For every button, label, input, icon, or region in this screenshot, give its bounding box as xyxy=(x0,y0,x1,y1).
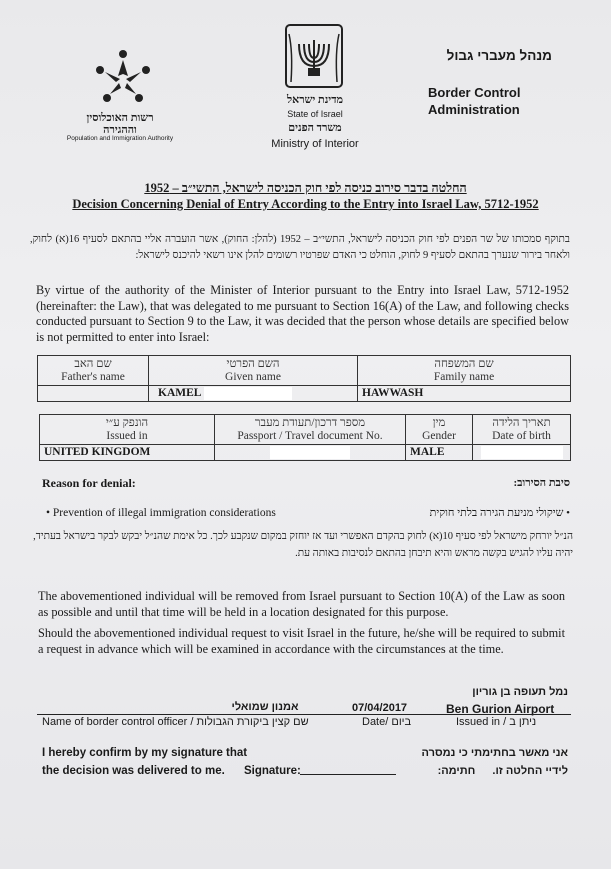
intro-en: By virtue of the authority of the Minister of Interior pursuant to the Entry into Israel Law, 5712-1952 (hereinafter: the Law), that was delegated to me pursuant to Section 16(A) of the Law, and following checks conducted pursuant to Section 9 to the Law, it was decided that the person whose details are specified below is not permitted to enter into Israel: xyxy=(36,283,569,344)
dob-value-cell xyxy=(473,445,571,461)
bca-en: Border Control Administration xyxy=(428,85,521,117)
father-label-he: שם האב xyxy=(74,357,112,370)
removal-en: The abovementioned individual will be removed from Israel pursuant to Section 10(A) of the Law as soon as possible and until that time will be held in a location designated for this purpose. xyxy=(38,589,565,619)
intro-he: בתוקף סמכותו של שר הפנים לפי חוק הכניסה לישראל, התשי״ב – 1952 (להלן: החוק), אשר הועברה אליי בהתאם לסעיף 16(א) לחוק, ולאחר בירור שנערך בהתאם לסעיף 9 לחוק, הוחלט כי האדם שפרטיו רשומים להלן אינו רשאי להיכנס לישראל: xyxy=(30,234,570,261)
bullet-icon: • xyxy=(563,507,570,519)
document-table xyxy=(39,414,571,461)
issued-value: UNITED KINGDOM xyxy=(40,445,215,461)
issued-place-he: נמל תעופה בן גוריון xyxy=(472,686,568,698)
signature-label-en: Signature: xyxy=(244,765,301,777)
signature-divider xyxy=(37,714,571,715)
pia-logo xyxy=(92,48,154,110)
family-label-cell xyxy=(358,356,571,386)
father-label-cell xyxy=(38,356,149,386)
dob-label-en: Date of birth xyxy=(492,429,551,442)
reason-label-en: Reason for denial: xyxy=(42,476,136,490)
gender-label-cell xyxy=(406,415,473,445)
issued-label-he: הונפק ע״י xyxy=(105,416,149,429)
passport-value-cell xyxy=(215,445,406,461)
given-value: KAMEL xyxy=(158,387,201,400)
officer-label-en: Name of border control officer / xyxy=(42,716,194,728)
confirm-he xyxy=(400,744,568,780)
title-en: Decision Concerning Denial of Entry According to the Entry into Israel Law, 5712-1952 xyxy=(72,197,539,211)
date-label-en: Date/ xyxy=(362,716,389,728)
confirm-en-line2: the decision was delivered to me. Signature: xyxy=(42,765,301,777)
ministry-en: Ministry of Interior xyxy=(271,138,359,150)
state-emblem xyxy=(283,22,345,90)
reason-item-en-text: Prevention of illegal immigration considerations xyxy=(52,507,276,519)
confirm-en-line1: I hereby confirm by my signature that xyxy=(42,747,248,759)
issued-label-cell xyxy=(40,415,215,445)
redaction-box xyxy=(204,387,292,400)
ministry-he: משרד הפנים xyxy=(288,122,342,134)
pia-name-en: Population and Immigration Authority xyxy=(66,135,174,142)
issued-label-en: Issued in / xyxy=(456,716,507,728)
redaction-box xyxy=(270,446,350,459)
removal-note-he: הנ״ל יורחק מישראל לפי סעיף 10(א) לחוק בהקדם האפשרי ועד אז יוחזק במקום שנקבע לכך. כל אימת שהנ״ל יבקש לבקר בישראל בעתיד, יהיה עליו להגיש בקשה מראש והיא תיבחן בהתאם לנסיבות באותה עת. xyxy=(33,531,573,559)
signature-line[interactable] xyxy=(300,774,396,775)
dob-label-cell xyxy=(473,415,571,445)
issued-label-he: ניתן ב xyxy=(509,716,537,728)
given-label-cell xyxy=(149,356,358,386)
given-label-en: Given name xyxy=(225,370,281,383)
officer-label-he: שם קצין ביקורת הגבולות xyxy=(196,716,309,728)
gender-label-he: מין xyxy=(432,416,446,429)
issued-place-en: Ben Gurion Airport xyxy=(446,702,555,716)
state-en: State of Israel xyxy=(287,109,343,119)
title-he: החלטה בדבר סירוב כניסה לפי חוק הכניסה לישראל, התשי״ב – 1952 xyxy=(144,181,467,195)
bullet-icon: • xyxy=(46,507,53,519)
reason-item-en xyxy=(46,507,276,519)
passport-label-cell xyxy=(215,415,406,445)
signature-label-he: חתימה: xyxy=(437,765,476,777)
state-he: מדינת ישראל xyxy=(286,94,343,106)
officer-label xyxy=(42,716,309,728)
redaction-box xyxy=(481,446,563,459)
dob-label-he: תאריך הלידה xyxy=(492,416,551,429)
date-label xyxy=(362,716,411,728)
gender-value: MALE xyxy=(406,445,473,461)
date-label-he: ביום xyxy=(391,716,412,728)
name-table xyxy=(37,355,571,402)
pia-name-he: רשות האוכלוסין וההגירה xyxy=(86,112,154,136)
issued-label-en: Issued in xyxy=(106,429,148,442)
father-value xyxy=(38,386,149,402)
family-label-he: שם המשפחה xyxy=(434,357,494,370)
family-label-en: Family name xyxy=(433,370,495,383)
future-request-en: Should the abovementioned individual request to visit Israel in the future, he/she will be required to submit a request in advance which will be examined in accordance with the circumstances at the time. xyxy=(38,626,565,656)
confirm-he-line1: אני מאשר בחתימתי כי נמסרה xyxy=(421,747,568,759)
bca-he: מנהל מעברי גבול xyxy=(446,48,552,63)
confirm-he-line2: לידיי החלטה זו. חתימה: xyxy=(437,765,568,777)
family-value: HAWWASH xyxy=(358,386,571,402)
father-label-en: Father's name xyxy=(61,370,125,383)
given-label-he: השם הפרטי xyxy=(226,357,280,370)
date-value: 07/04/2017 xyxy=(352,702,408,714)
given-value-cell xyxy=(149,386,358,402)
passport-label-en: Passport / Travel document No. xyxy=(237,429,383,442)
passport-label-he: מספר דרכון/תעודת מעבר xyxy=(254,416,366,429)
reason-item-he xyxy=(360,507,570,519)
officer-name-value: אמנון שמואלי xyxy=(231,701,299,713)
reason-item-he-text: שיקולי מניעת הגירה בלתי חוקית xyxy=(429,507,564,519)
confirm-en xyxy=(42,744,301,780)
reason-label-he: סיבת הסירוב: xyxy=(513,477,570,489)
gender-label-en: Gender xyxy=(422,429,456,442)
issued-label xyxy=(456,716,536,728)
